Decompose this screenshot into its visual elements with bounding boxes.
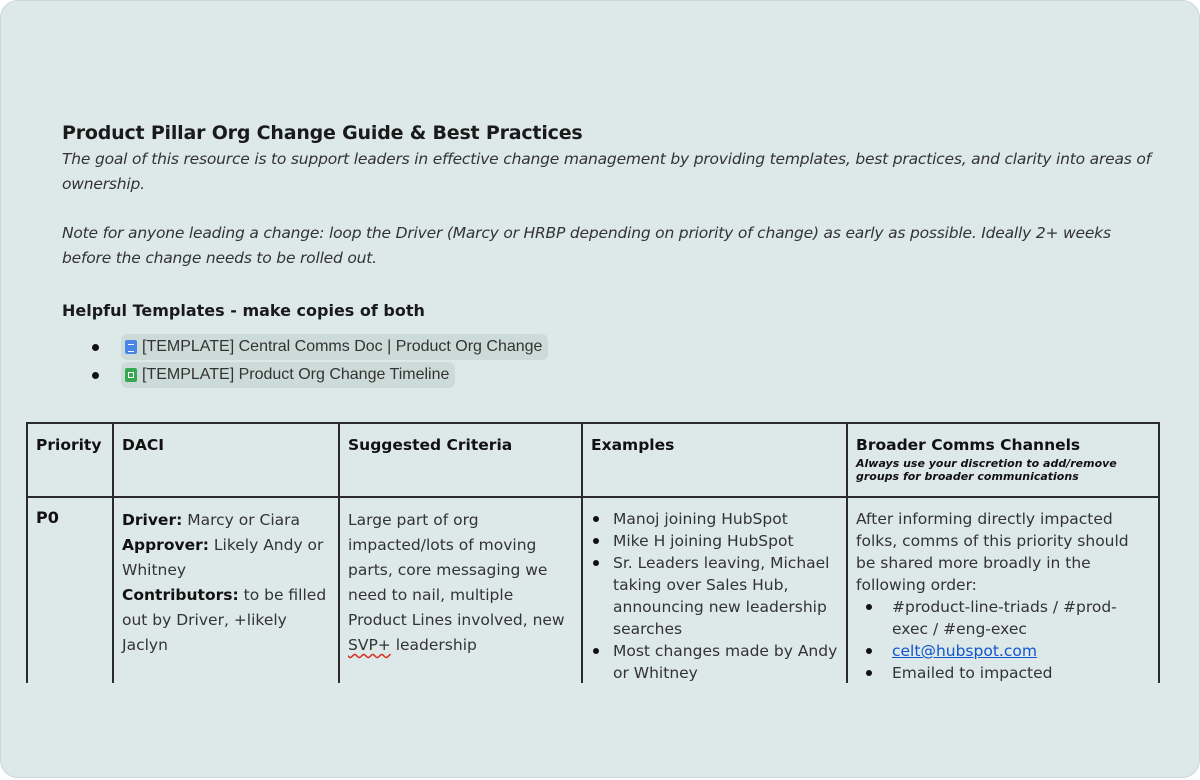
header-criteria: Suggested Criteria bbox=[339, 423, 582, 497]
comms-list bbox=[856, 596, 1150, 684]
list-item: Mike H joining HubSpot bbox=[613, 530, 838, 552]
document-body bbox=[62, 119, 1162, 389]
template-link-label[interactable]: [TEMPLATE] Product Org Change Timeline bbox=[142, 366, 450, 383]
template-item bbox=[92, 361, 1162, 389]
template-item bbox=[92, 333, 1162, 361]
priority-label: P0 bbox=[36, 508, 59, 527]
examples-list bbox=[591, 508, 838, 684]
contributors-value: to be filled out by Driver, +likely Jaclyn bbox=[122, 586, 327, 654]
cell-daci bbox=[113, 497, 339, 708]
cell-criteria bbox=[339, 497, 582, 708]
table-header-row bbox=[27, 423, 1159, 497]
criteria-main: Large part of org impacted/lots of moving parts, core messaging we need to nail, multiple Product Lines involved, new bbox=[348, 511, 565, 629]
list-item: Most changes made by Andy or Whitney bbox=[613, 642, 838, 682]
header-priority: Priority bbox=[27, 423, 113, 497]
comms-intro: After informing directly impacted folks, comms of this priority should be shared more broadly in the following order: bbox=[856, 510, 1129, 594]
driver-label: Driver: bbox=[122, 511, 183, 529]
template-chip-timeline[interactable] bbox=[121, 362, 455, 388]
criteria-text bbox=[348, 508, 573, 658]
template-chip-comms-doc[interactable] bbox=[121, 334, 548, 360]
email-link[interactable]: celt@hubspot.com bbox=[892, 642, 1037, 660]
doc-note: Note for anyone leading a change: loop the Driver (Marcy or HRBP depending on priority of change) as early as possible. Ideally 2+ weeks before the change needs to be rolled out. bbox=[62, 224, 1111, 267]
bullet-icon bbox=[92, 344, 99, 351]
google-sheet-icon bbox=[125, 368, 137, 382]
templates-heading: Helpful Templates - make copies of both bbox=[62, 301, 425, 320]
priority-table bbox=[26, 422, 1160, 708]
criteria-tail: leadership bbox=[390, 636, 477, 654]
approver-value: Likely Andy or Whitney bbox=[122, 536, 324, 579]
list-item: Sr. Leaders leaving, Michael taking over Sales Hub, announcing new leadership searches bbox=[613, 552, 838, 640]
bullet-icon bbox=[92, 372, 99, 379]
list-item: Manoj joining HubSpot bbox=[613, 508, 838, 530]
list-item: #product-line-triads / #prod-exec / #eng-exec bbox=[892, 596, 1150, 640]
approver-label: Approver: bbox=[122, 536, 209, 554]
header-comms-hint: Always use your discretion to add/remove groups for broader communications bbox=[856, 457, 1117, 483]
list-item bbox=[892, 640, 1150, 662]
daci-text bbox=[122, 508, 330, 658]
doc-title: Product Pillar Org Change Guide & Best Practices bbox=[62, 122, 583, 144]
contributors-label: Contributors: bbox=[122, 586, 239, 604]
doc-intro: The goal of this resource is to support leaders in effective change management by providing templates, best practices, and clarity into areas of ownership. bbox=[62, 150, 1151, 193]
cell-examples bbox=[582, 497, 847, 708]
driver-value: Marcy or Ciara bbox=[182, 511, 301, 529]
templates-list bbox=[62, 333, 1162, 389]
cell-comms bbox=[847, 497, 1159, 708]
header-comms bbox=[847, 423, 1159, 497]
header-comms-label: Broader Comms Channels bbox=[856, 436, 1081, 454]
table-row bbox=[27, 497, 1159, 708]
header-examples: Examples bbox=[582, 423, 847, 497]
criteria-svp: SVP+ bbox=[348, 636, 391, 654]
header-daci: DACI bbox=[113, 423, 339, 497]
google-doc-icon bbox=[125, 340, 137, 354]
template-link-label[interactable]: [TEMPLATE] Central Comms Doc | Product Org Change bbox=[142, 338, 543, 355]
crop-bottom bbox=[1, 683, 1199, 778]
list-item: Emailed to impacted bbox=[892, 662, 1150, 684]
cell-priority bbox=[27, 497, 113, 708]
